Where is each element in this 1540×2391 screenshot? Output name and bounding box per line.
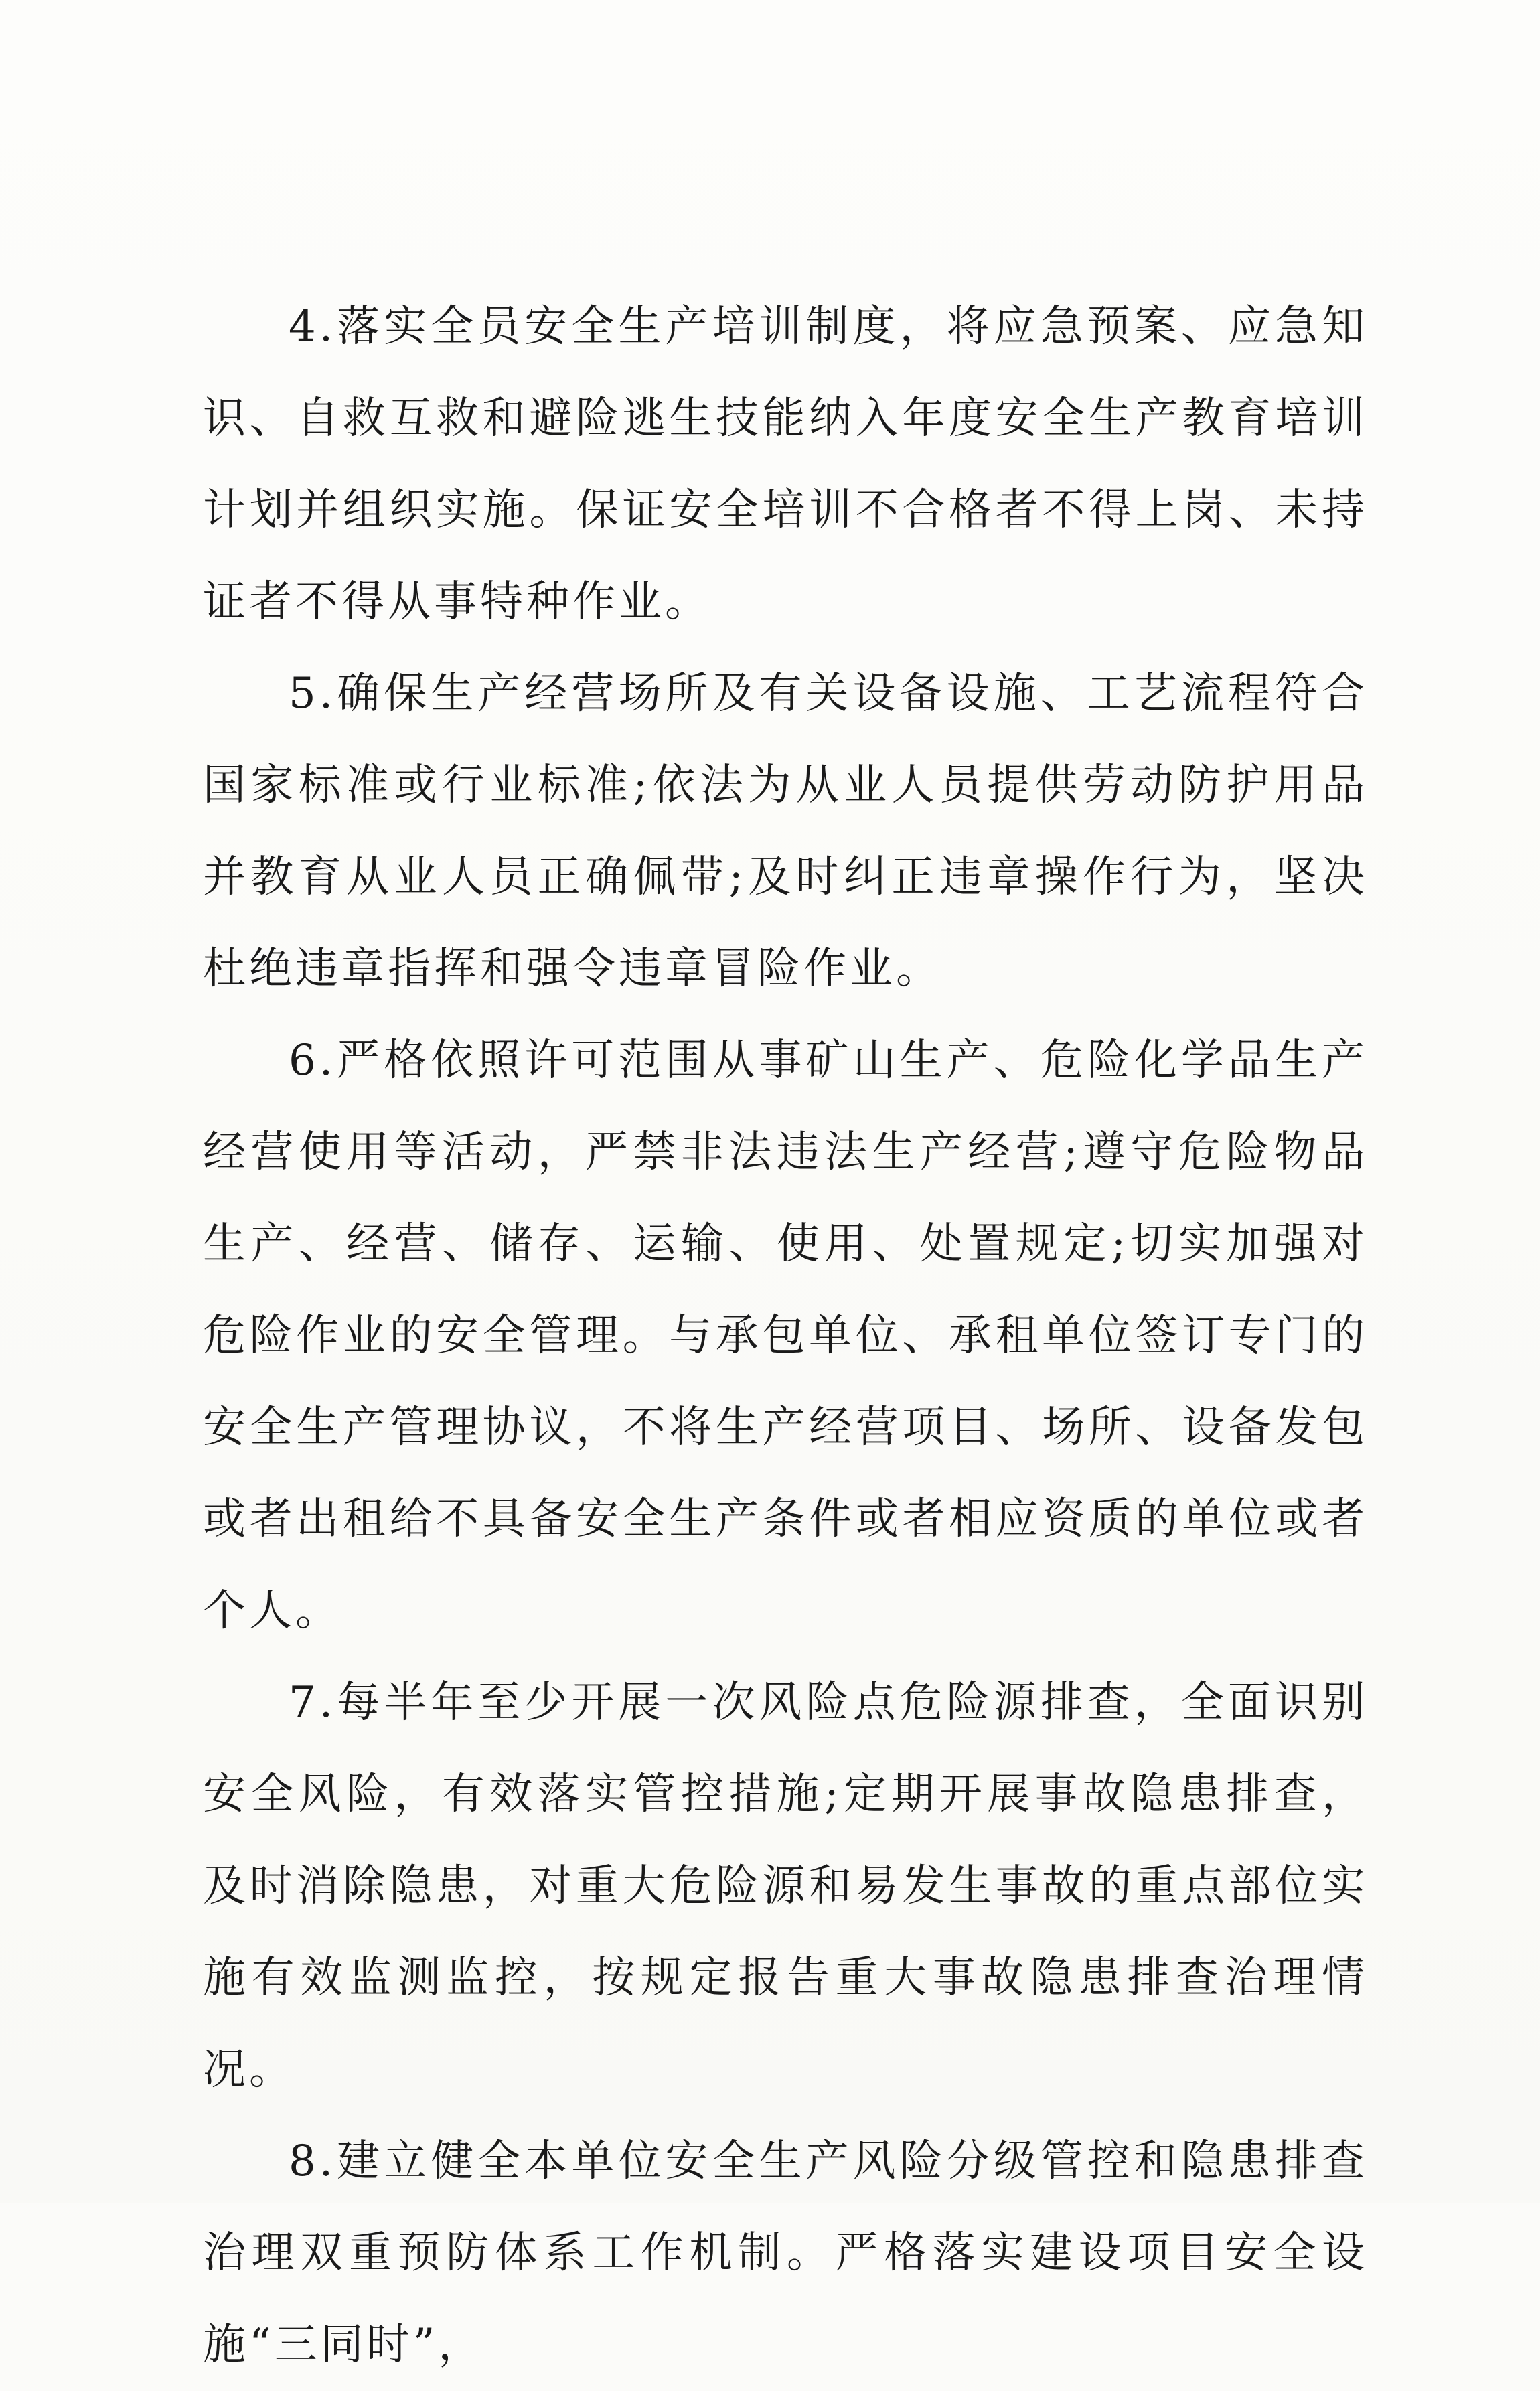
document-body [203, 281, 1368, 2391]
paragraph-item-7: 7.每半年至少开展一次风险点危险源排查，全面识别安全风险，有效落实管控措施;定期开展事故隐患排查，及时消除隐患，对重大危险源和易发生事故的重点部位实施有效监测监控，按规定报告重大事故隐患排查治理情况。 [203, 1678, 1368, 2094]
paragraph-item-6: 6.严格依照许可范围从事矿山生产、危险化学品生产经营使用等活动，严禁非法违法生产经营;遵守危险物品生产、经营、储存、运输、使用、处置规定;切实加强对危险作业的安全管理。与承包单位、承租单位签订专门的安全生产管理协议，不将生产经营项目、场所、设备发包或者出租给不具备安全生产条件或者相应资质的单位或者个人。 [203, 1036, 1368, 1636]
paragraph-item-4: 4.落实全员安全生产培训制度，将应急预案、应急知识、自救互救和避险逃生技能纳入年度安全生产教育培训计划并组织实施。保证安全培训不合格者不得上岗、未持证者不得从事特种作业。 [203, 302, 1368, 627]
paragraph-item-8: 8.建立健全本单位安全生产风险分级管控和隐患排查治理双重预防体系工作机制。严格落实建设项目安全设施“三同时”， [203, 2137, 1368, 2370]
paragraph-item-5: 5.确保生产经营场所及有关设备设施、工艺流程符合国家标准或行业标准;依法为从业人员提供劳动防护用品并教育从业人员正确佩带;及时纠正违章操作行为，坚决杜绝违章指挥和强令违章冒险作业。 [203, 669, 1368, 994]
